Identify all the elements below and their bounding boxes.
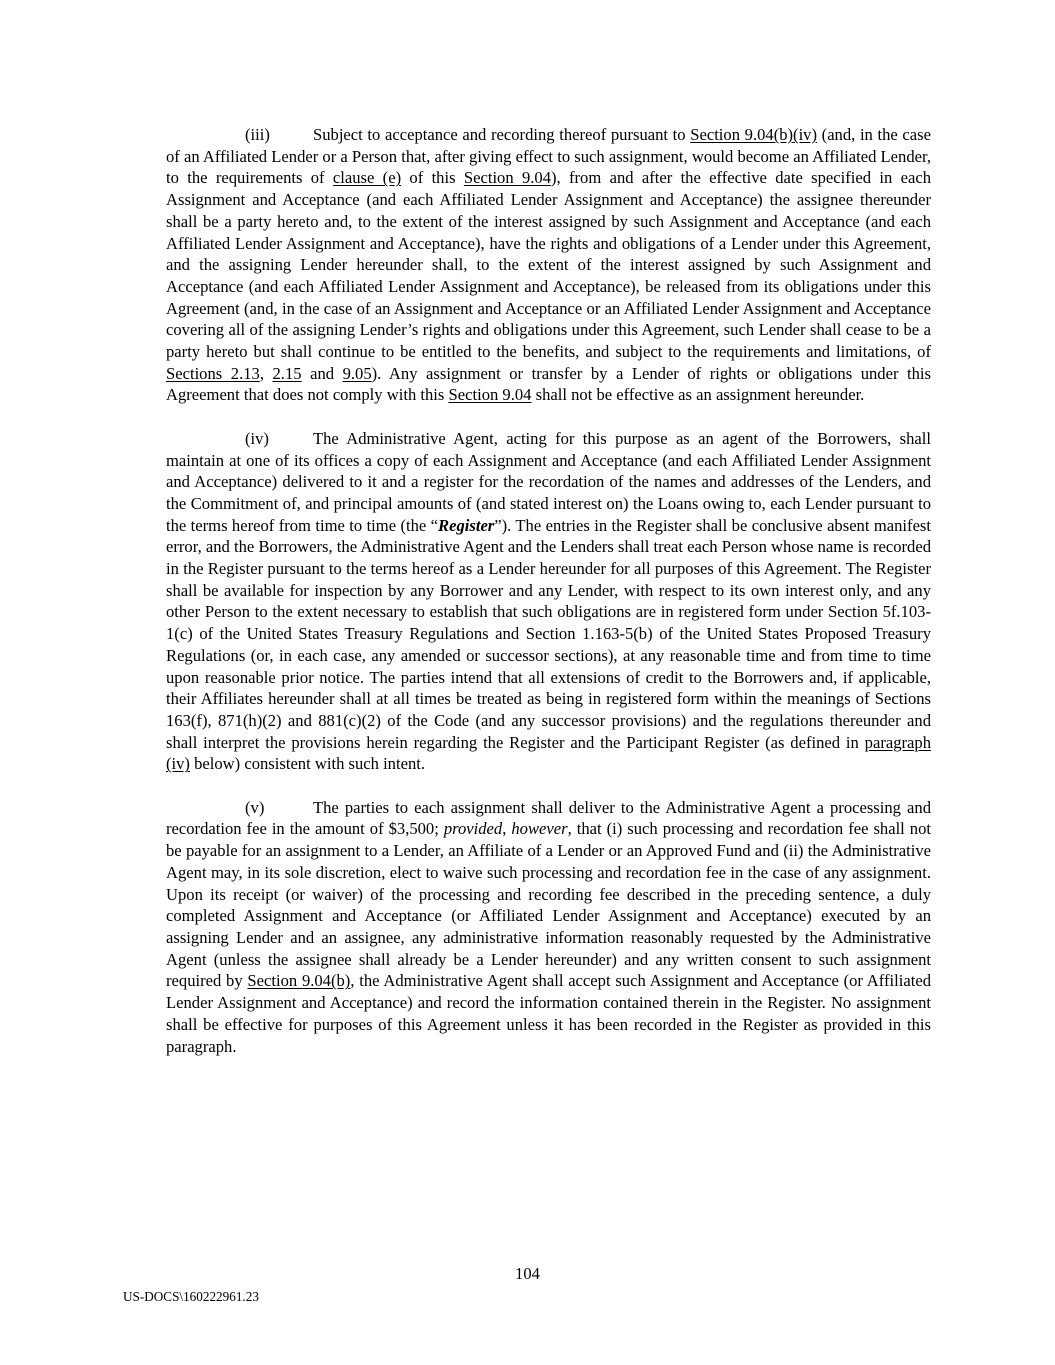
defined-term: Register <box>438 515 495 535</box>
paragraph-number: (iv) <box>245 428 269 448</box>
paragraph-number: (v) <box>245 797 265 817</box>
text-run: shall not be effective as an assignment hereunder. <box>531 385 865 405</box>
section-ref: 9.05 <box>342 363 372 383</box>
section-ref: Section 9.04(b)(iv) <box>690 125 818 144</box>
section-ref: Sections 2.13 <box>166 363 260 383</box>
text-run: ), from and after the effective date specified in each Assignment and Acceptance (and each Affiliated Lender Assignment and Acceptance) the assignee thereunder shall be a party hereto and, to the extent of the interest assigned by such Assignment and Acceptance (and each Affiliated Lender Assignment and Acceptance), have the rights and obligations of a Lender under this Agreement, and the assigning Lender hereunder shall, to the extent of the interest assigned by such Assignment and Acceptance (and each Affiliated Lender Assignment and Acceptance), be released from its obligations under this Agreement (and, in the case of an Assignment and Acceptance or an Affiliated Lender Assignment and Acceptance covering all of the assigning Lender’s rights and obligations under this Agreement, such Lender shall cease to be a party hereto but shall continue to be entitled to the benefits, and subject to the requirements and limitations, of <box>166 168 931 362</box>
text-run: ). Any assignment or transfer by a Lender of rights or obligations under this Agreement that does not comply with this <box>166 363 931 405</box>
section-ref: Section 9.04(b) <box>247 971 351 991</box>
text-run: below) consistent with such intent. <box>189 754 426 774</box>
paragraph-v <box>166 797 931 1057</box>
section-ref: clause (e) <box>332 168 402 188</box>
document-id-stamp: US-DOCS\160222961.23 <box>123 1289 259 1304</box>
text-run: The parties to each assignment shall deliver to the Administrative Agent a processing and recordation fee in the amount of $3,500; <box>166 797 931 839</box>
section-ref: Section 9.04 <box>448 385 532 405</box>
paragraph-iv <box>166 428 931 775</box>
text-run: and <box>301 363 343 383</box>
section-ref: Section 9.04 <box>463 168 552 188</box>
section-ref: paragraph (iv) <box>166 732 931 774</box>
text-run: , that (i) such processing and recordation fee shall not be payable for an assignment to a Lender, an Affiliate of a Lender or an Approved Fund and (ii) the Administrative Agent may, in its sole discretion, elect to waive such processing and recordation fee in the case of any assignment. Upon its receipt (or waiver) of the processing and recording fee described in the preceding sentence, a duly completed Assignment and Acceptance (or Affiliated Lender Assignment and Acceptance) executed by an assigning Lender and an assignee, any administrative information reasonably requested by the Administrative Agent (unless the assignee shall already be a Lender hereunder) and any written consent to such assignment required by <box>166 819 931 991</box>
text-run: Subject to acceptance and recording thereof pursuant to <box>313 125 691 144</box>
text-run: The Administrative Agent, acting for this purpose as an agent of the Borrowers, shall maintain at one of its offices a copy of each Assignment and Acceptance (and each Affiliated Lender Assignment and Acceptance) delivered to it and a register for the recordation of the names and addresses of the Lenders, and the Commitment of, and principal amounts of (and stated interest on) the Loans owing to, each Lender pursuant to the terms hereof from time to time (the “ <box>166 428 931 535</box>
page-body <box>166 124 931 1057</box>
text-run: of this <box>401 168 464 188</box>
text-run: (and, in the case of an Affiliated Lender or a Person that, after giving effect to such assignment, would become an Affiliated Lender, to the requirements of <box>166 125 931 188</box>
paragraph-number: (iii) <box>245 125 270 144</box>
paragraph-iii <box>166 124 931 406</box>
text-run: ”). The entries in the Register shall be conclusive absent manifest error, and the Borrowers, the Administrative Agent and the Lenders shall treat each Person whose name is recorded in the Register pursuant to the terms hereof as a Lender hereunder for all purposes of this Agreement. The Register shall be available for inspection by any Borrower and any Lender, with respect to its own interest only, and any other Person to the extent necessary to establish that such obligations are in registered form under Section 5f.103-1(c) of the United States Treasury Regulations and Section 1.163-5(b) of the United States Proposed Treasury Regulations (or, in each case, any amended or successor sections), at any reasonable time and from time to time upon reasonable prior notice. The parties intend that all extensions of credit to the Borrowers and, if applicable, their Affiliates hereunder shall at all times be treated as being in registered form within the meanings of Sections 163(f), 871(h)(2) and 881(c)(2) of the Code (and any successor provisions) and the regulations thereunder and shall interpret the provisions herein regarding the Register and the Participant Register (as defined in <box>166 515 931 752</box>
emphasis: however <box>511 819 568 839</box>
emphasis: provided <box>443 819 503 839</box>
text-run: , the Administrative Agent shall accept such Assignment and Acceptance (or Affiliated Lender Assignment and Acceptance) and record the information contained therein in the Register. No assignment shall be effective for purposes of this Agreement unless it has been recorded in the Register as provided in this paragraph. <box>166 971 931 1056</box>
text-run: , <box>259 363 273 383</box>
page-number: 104 <box>515 1264 540 1283</box>
text-run: , <box>502 819 512 839</box>
section-ref: 2.15 <box>272 363 302 383</box>
